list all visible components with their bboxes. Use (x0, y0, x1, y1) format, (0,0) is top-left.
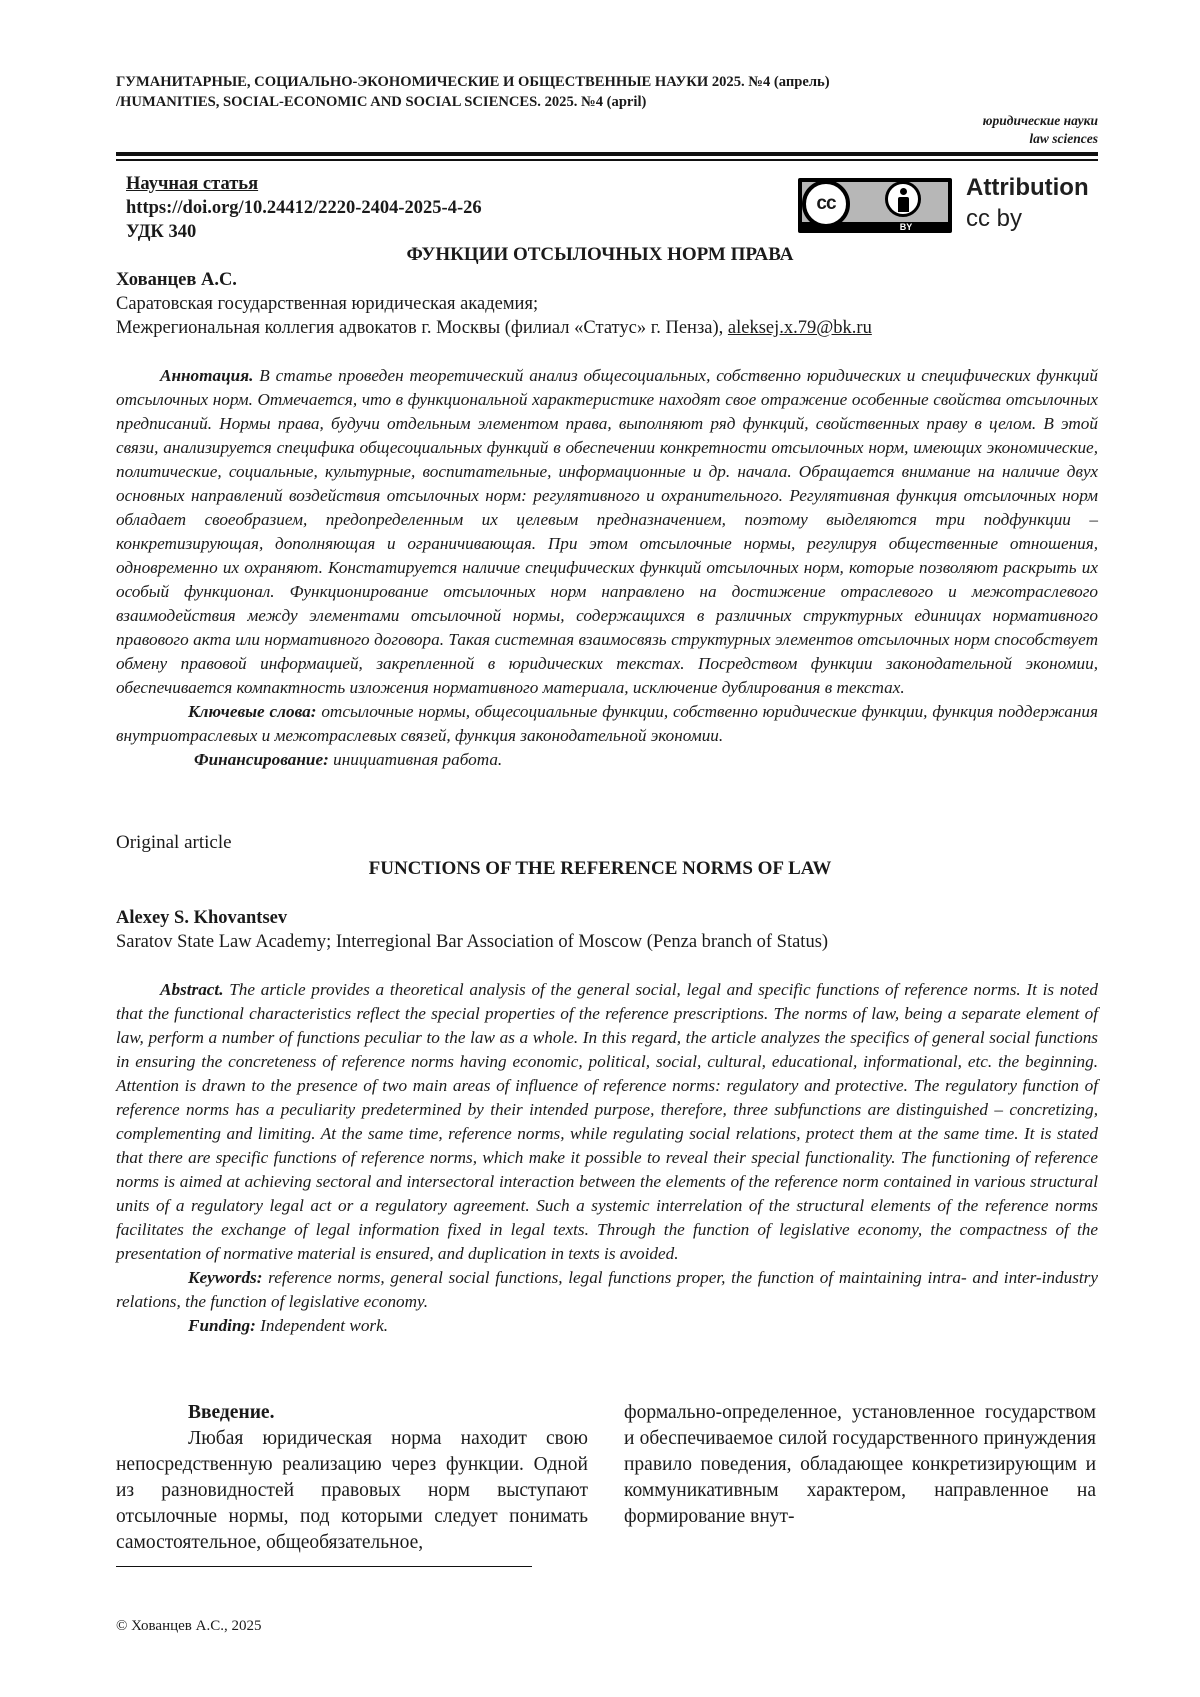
attribution-person-icon (885, 181, 921, 217)
body-paragraph-right: формально-определенное, установленное государством и обеспечиваемое силой государственного принуждения правило поведения, обладающее конкретизирующим и коммуникативным характером, направленное на формирование внут- (624, 1402, 1096, 1527)
abstract-ru-paragraph (116, 364, 1098, 700)
copyright-notice: © Хованцев А.С., 2025 (116, 1618, 262, 1634)
affiliation-en: Saratov State Law Academy; Interregional Bar Association of Moscow (Penza branch of Status) (116, 932, 829, 952)
abstract-ru (116, 364, 1098, 772)
article-type: Научная статья (126, 174, 259, 194)
abstract-en-label: Abstract. (160, 980, 224, 999)
header-rule-thin (116, 159, 1098, 161)
license-subtitle: cc by (966, 205, 1023, 232)
udc-code: УДК 340 (126, 222, 197, 242)
author-block-en (116, 906, 828, 954)
body-paragraph-left: Любая юридическая норма находит свою непосредственную реализацию через функции. Одной из разновидностей правовых норм выступают отсылочные нормы, под которыми следует понимать самостоятельное, общеобязательное, (116, 1428, 588, 1553)
subject-ru: юридические науки (982, 113, 1098, 128)
article-meta (126, 172, 482, 244)
article-title-en: FUNCTIONS OF THE REFERENCE NORMS OF LAW (368, 858, 832, 879)
funding-ru (116, 748, 1098, 772)
affiliation-ru-1: Саратовская государственная юридическая академия; (116, 294, 539, 314)
abstract-en-text: The article provides a theoretical analysis of the general social, legal and specific functions of reference norms. It is noted that the functional characteristics reflect the special properties of the reference prescriptions. The norms of law, being a separate element of law, perform a number of functions peculiar to the law as a whole. In this regard, the article analyzes the specifics of general social functions in ensuring the concreteness of reference norms having economic, political, social, cultural, educational, informational, etc. the beginning. Attention is drawn to the presence of two main areas of influence of reference norms: regulatory and protective. The regulatory function of reference norms has a peculiarity predetermined by their intended purpose, therefore, three subfunctions are distinguished – concretizing, complementing and limiting. At the same time, reference norms, while regulating social relations, protect them at the same time. It is stated that there are specific functions of reference norms, which make it possible to reveal their special functionality. The functioning of reference norms is aimed at achieving sectoral and intersectoral interaction between the elements of the reference norm contained in various structural units of a regulatory legal act or a regulatory agreement. Such a systemic interrelation of the structural elements of the reference norms facilitates the exchange of legal information fixed in legal texts. Through the function of legislative economy, the compactness of the presentation of normative material is ensured, and duplication in texts is avoided. (116, 980, 1098, 1263)
funding-en (116, 1314, 1098, 1338)
funding-en-label: Funding: (188, 1316, 256, 1335)
body-column-right (624, 1400, 1096, 1530)
author-name-ru: Хованцев А.С. (116, 270, 237, 290)
funding-ru-text: инициативная работа. (328, 750, 503, 769)
subject-en: law sciences (1029, 131, 1098, 146)
keywords-en (116, 1266, 1098, 1314)
journal-title-ru: ГУМАНИТАРНЫЕ, СОЦИАЛЬНО-ЭКОНОМИЧЕСКИЕ И ОБЩЕСТВЕННЫЕ НАУКИ 2025. №4 (апрель) (116, 74, 830, 90)
affiliation-ru-2 (116, 316, 872, 340)
abstract-en-paragraph (116, 978, 1098, 1266)
person-body (898, 197, 909, 212)
journal-header (116, 72, 1096, 112)
keywords-en-label: Keywords: (188, 1268, 263, 1287)
abstract-ru-label: Аннотация. (160, 366, 254, 385)
funding-en-text: Independent work. (255, 1316, 389, 1335)
journal-title-en: /HUMANITIES, SOCIAL-ECONOMIC AND SOCIAL SCIENCES. 2025. №4 (april) (116, 94, 647, 110)
footnote-rule (116, 1566, 532, 1567)
funding-ru-label: Финансирование: (194, 750, 329, 769)
author-block-ru (116, 268, 872, 340)
cc-license-badge[interactable] (798, 178, 952, 233)
license-text (966, 173, 1089, 235)
article-title-ru: ФУНКЦИИ ОТСЫЛОЧНЫХ НОРМ ПРАВА (406, 244, 794, 265)
author-email-link[interactable]: aleksej.x.79@bk.ru (727, 318, 872, 338)
person-head (900, 188, 907, 195)
header-rule-thick (116, 152, 1098, 156)
keywords-ru-text: отсылочные нормы, общесоциальные функции, собственно юридические функции, функция поддержания внутриотраслевых и межотраслевых связей, функция законодательной экономии. (116, 702, 1098, 745)
keywords-en-text: reference norms, general social functions, legal functions proper, the function of maintaining intra- and inter-industry relations, the function of legislative economy. (116, 1268, 1098, 1311)
cc-icon: cc (802, 180, 850, 228)
by-label: BY (899, 222, 913, 232)
body-column-left (116, 1400, 588, 1556)
subject-area (983, 112, 1098, 148)
doi-link[interactable]: https://doi.org/10.24412/2220-2404-2025-4-26 (126, 198, 482, 218)
abstract-en (116, 978, 1098, 1338)
abstract-ru-text: В статье проведен теоретический анализ общесоциальных, собственно юридических и специфических функций отсылочных норм. Отмечается, что в функциональной характеристике находят свое отражение особенные свойства отсылочных предписаний. Нормы права, будучи отдельным элементом права, выполняют ряд функций, свойственных праву в целом. В этой связи, анализируется специфика общесоциальных функций в обеспечении конкретности отсылочных норм, имеющих экономические, политические, социальные, культурные, воспитательные, информационные и др. начала. Обращается внимание на наличие двух основных направлений воздействия отсылочных норм: регулятивного и охранительного. Регулятивная функция отсылочных норм обладает своеобразием, предопределенным их целевым предназначением, поэтому выделяются три подфункции – конкретизирующая, дополняющая и ограничивающая. При этом отсылочные нормы, регулируя общественные отношения, одновременно их охраняют. Констатируется наличие специфических функций отсылочных норм, которые позволяют раскрыть их особый функционал. Функционирование отсылочных норм направлено на достижение отраслевого и межотраслевого взаимодействия между элементами отсылочной нормы, содержащихся в различных структурных единицах нормативного правового акта или нормативного договора. Такая системная взаимосвязь структурных элементов отсылочных норм способствует обмену правовой информацией, закрепленной в юридических текстах. Посредством функции законодательной экономии, обеспечивается компактность изложения нормативного материала, исключение дублирования в текстах. (116, 366, 1098, 697)
section-heading-introduction: Введение. (188, 1402, 275, 1423)
author-name-en: Alexey S. Khovantsev (116, 908, 288, 928)
keywords-ru (116, 700, 1098, 748)
license-title: Attribution (966, 174, 1089, 201)
keywords-ru-label: Ключевые слова: (188, 702, 317, 721)
article-type-en: Original article (116, 832, 232, 853)
affiliation-ru-2-text: Межрегиональная коллегия адвокатов г. Москвы (филиал «Статус» г. Пенза), (116, 318, 728, 338)
